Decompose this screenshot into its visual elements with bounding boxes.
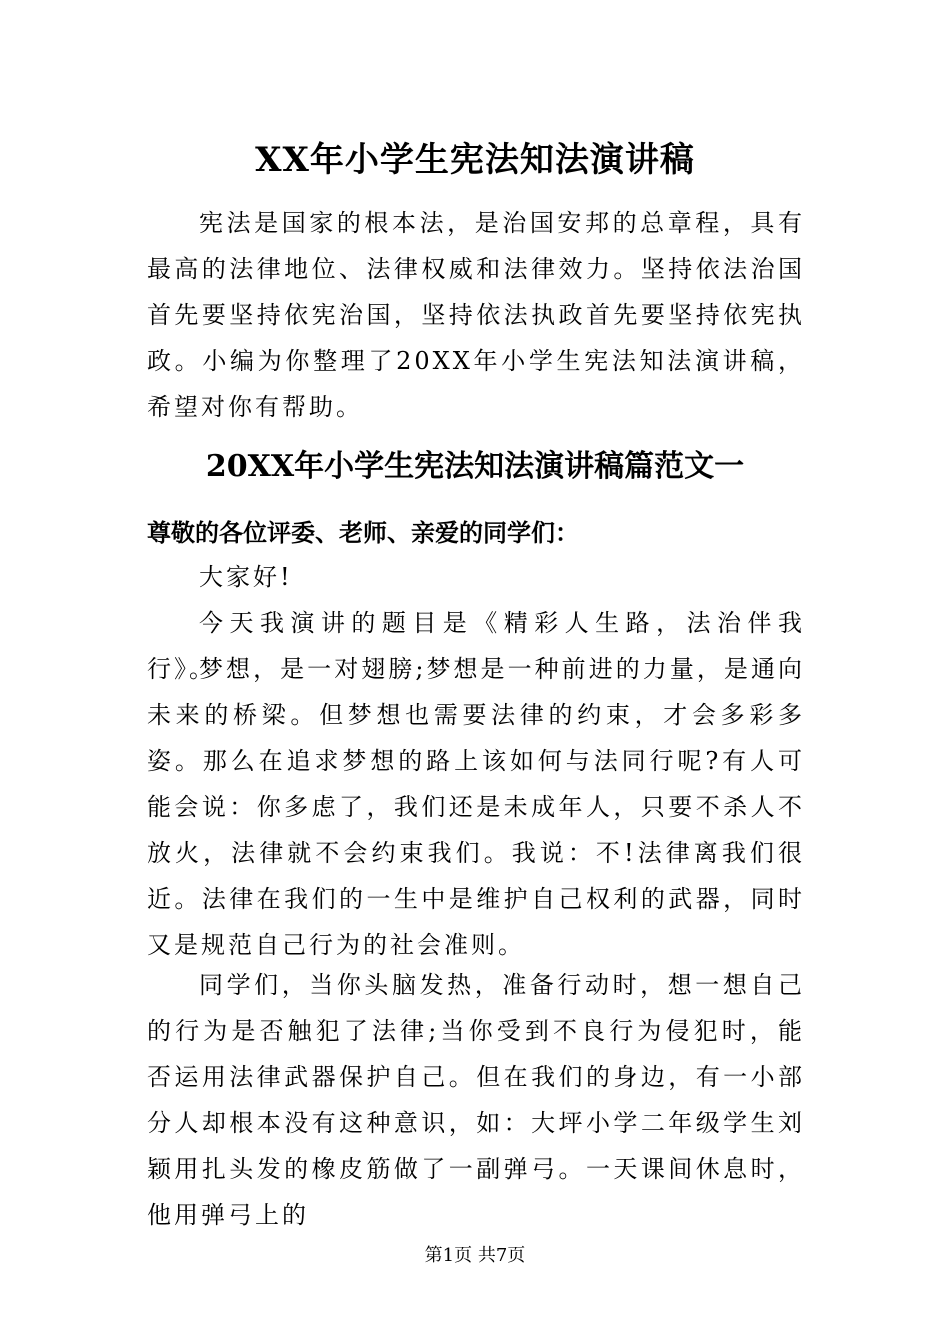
section-title: 20XX年小学生宪法知法演讲稿篇范文一	[205, 449, 745, 484]
page-number-footer: 第1页 共7页	[424, 1245, 526, 1266]
paragraph-topic: 今天我演讲的题目是《精彩人生路，法治伴我行》。	[147, 609, 805, 683]
salutation: 尊敬的各位评委、老师、亲爱的同学们：	[147, 518, 579, 547]
paragraph-greeting: 大家好!	[199, 563, 293, 591]
paragraph-dream: 梦想，是一对翅膀;梦想是一种前进的力量，是通向未来的桥梁。但梦想也需要法律的约束，才会多彩多姿。那么在追求梦想的路上该如何与法同行呢?有人可能会说：你多虑了，我们还是未成年人，只要不杀人不放火，法律就不会约束我们。我说：不!法律离我们很近。法律在我们的一生中是维护自己权利的武器，同时又是规范自己行为的社会准则。	[147, 655, 805, 959]
document-title: XX年小学生宪法知法演讲稿	[255, 140, 695, 180]
paragraph-classmates: 同学们，当你头脑发热，准备行动时，想一想自己的行为是否触犯了法律;当你受到不良行为侵犯时，能否运用法律武器保护自己。但在我们的身边，有一小部分人却根本没有这种意识，如：大坪小学二年级学生刘颖用扎头发的橡皮筋做了一副弹弓。一天课间休息时，他用弹弓上的	[147, 971, 805, 1229]
intro-paragraph: 宪法是国家的根本法，是治国安邦的总章程，具有最高的法律地位、法律权威和法律效力。坚持依法治国首先要坚持依宪治国，坚持依法执政首先要坚持依宪执政。小编为你整理了20XX年小学生宪法知法演讲稿，希望对你有帮助。	[147, 209, 805, 421]
